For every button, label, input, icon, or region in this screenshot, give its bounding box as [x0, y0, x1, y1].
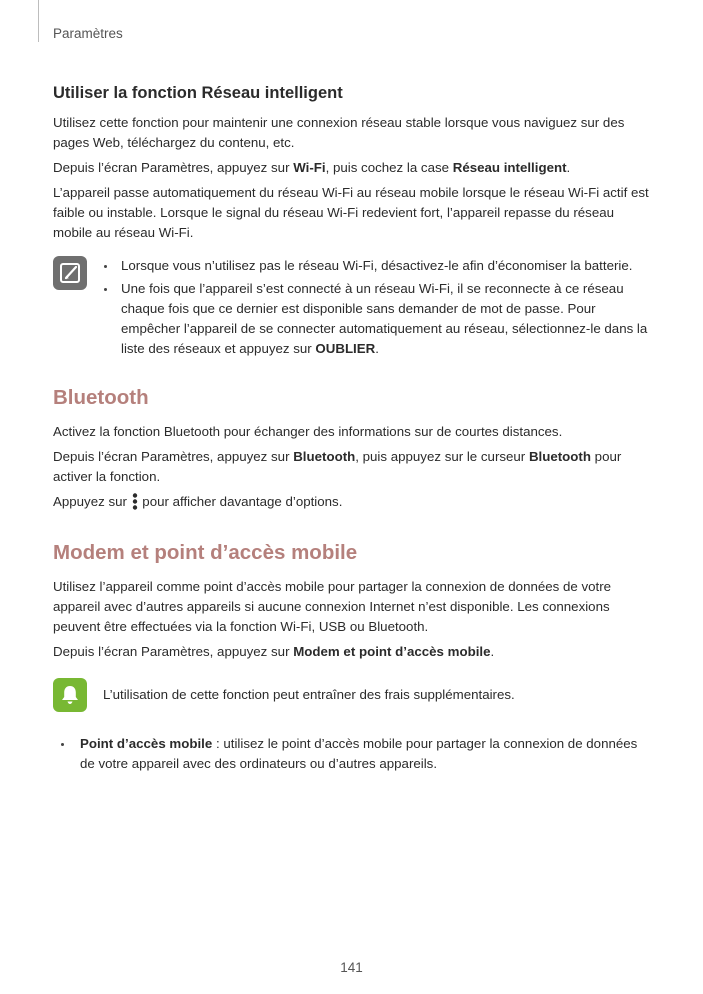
header-rule — [38, 0, 39, 42]
bluetooth-instructions: Depuis l’écran Paramètres, appuyez sur Bluetooth, puis appuyez sur le curseur Bluetooth pour activer la fonction. — [53, 449, 622, 484]
note-icon — [53, 256, 87, 290]
hotspot-bullet-list — [53, 734, 651, 774]
hotspot-instructions: Depuis l’écran Paramètres, appuyez sur Modem et point d’accès mobile. — [53, 644, 495, 659]
bluetooth-intro: Activez la fonction Bluetooth pour échanger des informations sur de courtes distances. — [53, 424, 563, 439]
caution-block — [53, 678, 651, 712]
list-item: Point d’accès mobile : utilisez le point d’accès mobile pour partager la connexion de données de votre appareil avec des ordinateurs ou d’autres appareils. — [53, 734, 651, 774]
smart-network-heading: Utiliser la fonction Réseau intelligent — [53, 84, 343, 102]
running-header: Paramètres — [53, 26, 123, 41]
page-content — [53, 84, 651, 774]
hotspot-heading: Modem et point d’accès mobile — [53, 541, 358, 564]
more-options-icon — [132, 493, 138, 516]
note-item: Une fois que l’appareil s’est connecté à un réseau Wi-Fi, il se reconnecte à ce réseau chaque fois que ce dernier est disponible sans demander de mot de passe. Pour empêcher l’appareil de se connecter automatiquement au réseau, sélectionnez-le dans la liste des réseaux et appuyez sur OUBLIER. — [101, 279, 651, 359]
note-list — [101, 256, 651, 362]
hotspot-intro: Utilisez l’appareil comme point d’accès mobile pour partager la connexion de données de votre appareil avec d’autres appareils si aucune connexion Internet n’est disponible. Les connexions peuvent être effectuées via la fonction Wi-Fi, USB ou Bluetooth. — [53, 579, 612, 634]
smart-network-description: L’appareil passe automatiquement du réseau Wi-Fi au réseau mobile lorsque le réseau Wi-Fi actif est faible ou instable. Lorsque le signal du réseau Wi-Fi redevient fort, l’appareil repasse du réseau mobile au réseau Wi-Fi. — [53, 185, 649, 240]
smart-network-instructions: Depuis l’écran Paramètres, appuyez sur Wi-Fi, puis cochez la case Réseau intelligent. — [53, 160, 571, 175]
note-item: Lorsque vous n’utilisez pas le réseau Wi-Fi, désactivez-le afin d’économiser la batterie. — [101, 256, 651, 276]
bluetooth-more-options: Appuyez sur pour afficher davantage d’options. — [53, 492, 651, 516]
caution-text: L’utilisation de cette fonction peut entraîner des frais supplémentaires. — [103, 687, 515, 702]
page-number: 141 — [340, 960, 363, 975]
bluetooth-heading: Bluetooth — [53, 386, 149, 409]
smart-network-intro: Utilisez cette fonction pour maintenir une connexion réseau stable lorsque vous naviguez sur des pages Web, téléchargez du contenu, etc. — [53, 115, 625, 150]
note-block — [53, 256, 651, 362]
caution-bell-icon — [53, 678, 87, 712]
